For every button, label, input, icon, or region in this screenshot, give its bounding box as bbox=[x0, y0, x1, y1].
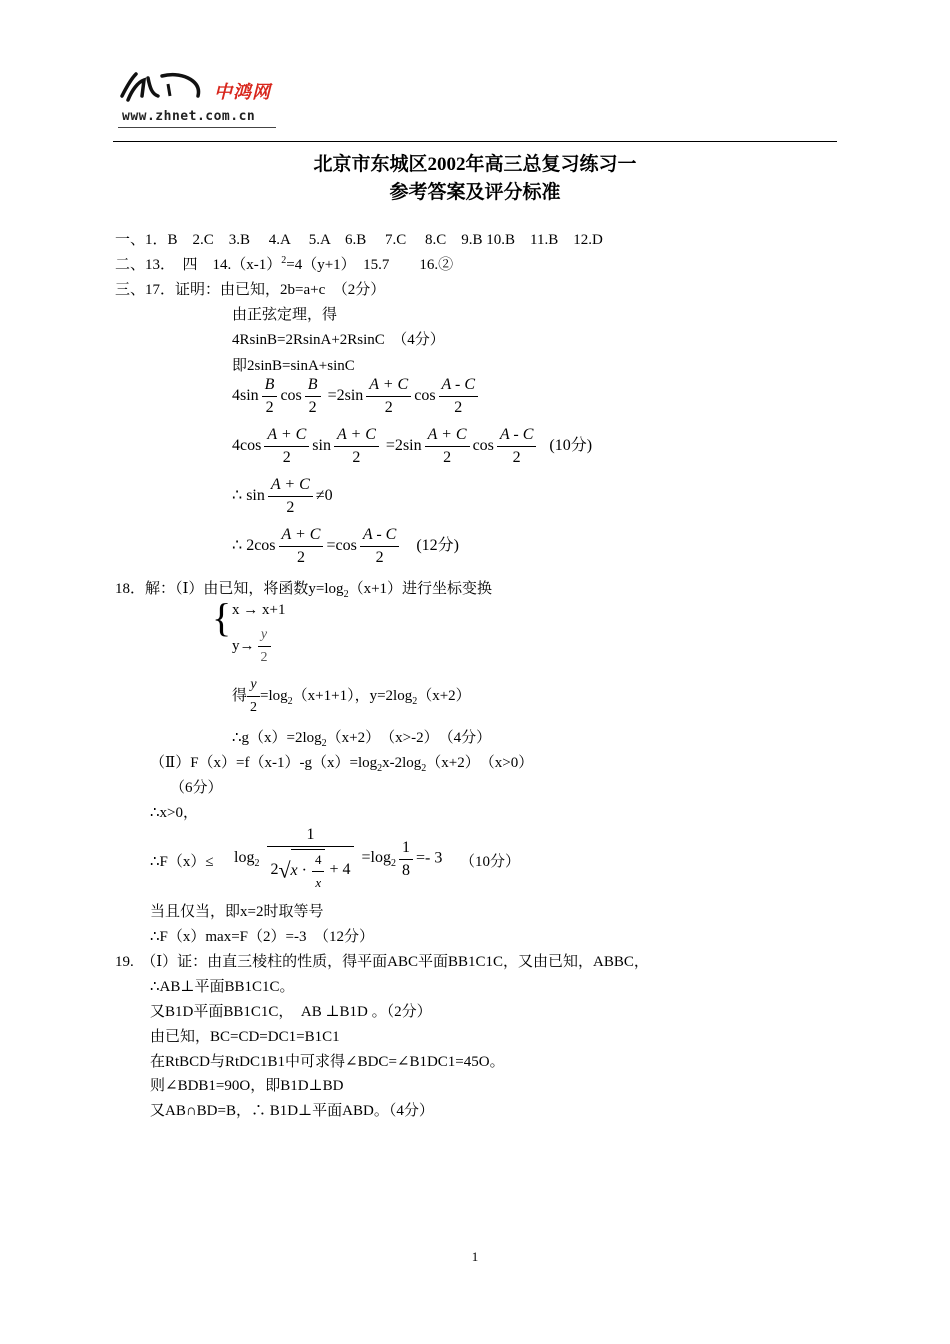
logo-underline bbox=[118, 127, 276, 128]
q17-intro: 三、17．证明：由已知，2b=a+c （2分） bbox=[115, 282, 386, 298]
q18-equality: 当且仅当，即x=2时取等号 bbox=[150, 904, 324, 920]
logo-text: 中鸿网 bbox=[214, 82, 271, 103]
q17-formula-1: 4sin $\frac{B}{2}$ cos $\frac{B}{2}$ =2sin $\frac{A + C}{2}$ cos $\frac{A - C}{2}$ bbox=[232, 376, 481, 417]
page-subtitle: 参考答案及评分标准 bbox=[389, 182, 561, 203]
q18-transform-x: x → x+1 bbox=[232, 602, 286, 618]
q18-result-1: 得 $\frac{y}{2}$ $=\log_2(x+1+1)$，$y=2\log_2(x+2)$ bbox=[232, 677, 471, 715]
page-number: 1 bbox=[471, 1249, 479, 1264]
q17-line: 4RsinB=2RsinA+2RsinC （4分） bbox=[232, 332, 445, 348]
q19-line: 在RtBCD与RtDC1B1中可求得∠BDC=∠B1DC1=45O。 bbox=[150, 1054, 505, 1070]
page-title: 北京市东城区2002年高三总复习练习一 bbox=[313, 154, 637, 175]
q17-line: 即2sinB=sinA+sinC bbox=[232, 358, 355, 374]
q18-part2: $(Ⅱ)F(x)=f(x-1)-g(x)=\log_2x-2\log_2(x+2)$ （x>0） bbox=[150, 755, 534, 774]
logo-url: www.zhnet.com.cn bbox=[122, 109, 256, 124]
q18-inequality-label: ∴F（x）≤ bbox=[150, 854, 214, 870]
q19-line: ∴AB⊥平面BB1C1C。 bbox=[150, 979, 295, 995]
q19-line: 则∠BDB1=90O，即B1D⊥BD bbox=[150, 1078, 344, 1094]
mc-answers: 一、1．B 2.C 3.B 4.A 5.A 6.B 7.C 8.C 9.B 10.B 11.B 12.D bbox=[115, 232, 603, 248]
q18-score-2: （10分） bbox=[460, 854, 521, 870]
q17-formula-4: ∴ 2cos $\frac{A + C}{2}$ =cos $\frac{A - C}{2}$ (12分) bbox=[232, 526, 459, 566]
fill-answers: 二、13． 四 $14.(x-1)^2=4(y+1)$ 15.7 16.② bbox=[115, 255, 454, 273]
q18-max: ∴F（x）max=F（2）=-3 （12分） bbox=[150, 929, 374, 945]
q19-line: 又B1D平面BB1C1C， AB ⊥B1D 。（2分） bbox=[150, 1004, 432, 1020]
q18-result-2: $\therefore g(x)=2\log_2(x+2)$ （x>-2） （4分） bbox=[232, 730, 492, 749]
brace-icon: { bbox=[212, 595, 232, 640]
q18-condition: ∴x>0， bbox=[150, 805, 199, 821]
q19-line: 19. （Ⅰ）证：由直三棱柱的性质，得平面ABC平面BB1C1C，又由已知，ABBC， bbox=[115, 954, 649, 970]
q17-formula-3: ∴ sin $\frac{A + C}{2}$ ≠0 bbox=[232, 476, 333, 516]
header-rule bbox=[113, 141, 837, 142]
q19-line: 又AB∩BD=B，∴ B1D⊥平面ABD。（4分） bbox=[150, 1103, 434, 1119]
q18-transform-y: y→ $\frac{y}{2}$ bbox=[232, 626, 274, 667]
q17-line: 由正弦定理，得 bbox=[232, 307, 338, 323]
q18-intro: 18．解：（Ⅰ）由已知，将函数$y=\log_2(x+1)$进行坐标变换 bbox=[115, 581, 493, 600]
q18-score: （6分） bbox=[170, 780, 223, 796]
q19-line: 由已知，BC=CD=DC1=B1C1 bbox=[150, 1029, 340, 1045]
zhnet-logo-icon bbox=[118, 66, 213, 106]
q18-inequality-formula: $\log_2$ 1 2√x · $\frac{4}{x}$ + 4 $=\log_2$ $\frac{1}{8}$ =- 3 bbox=[234, 826, 443, 890]
q17-formula-2: 4cos $\frac{A + C}{2}$ sin $\frac{A + C}{2}$ =2sin $\frac{A + C}{2}$ cos $\frac{A - C}{2}$ (10分) bbox=[232, 426, 593, 466]
